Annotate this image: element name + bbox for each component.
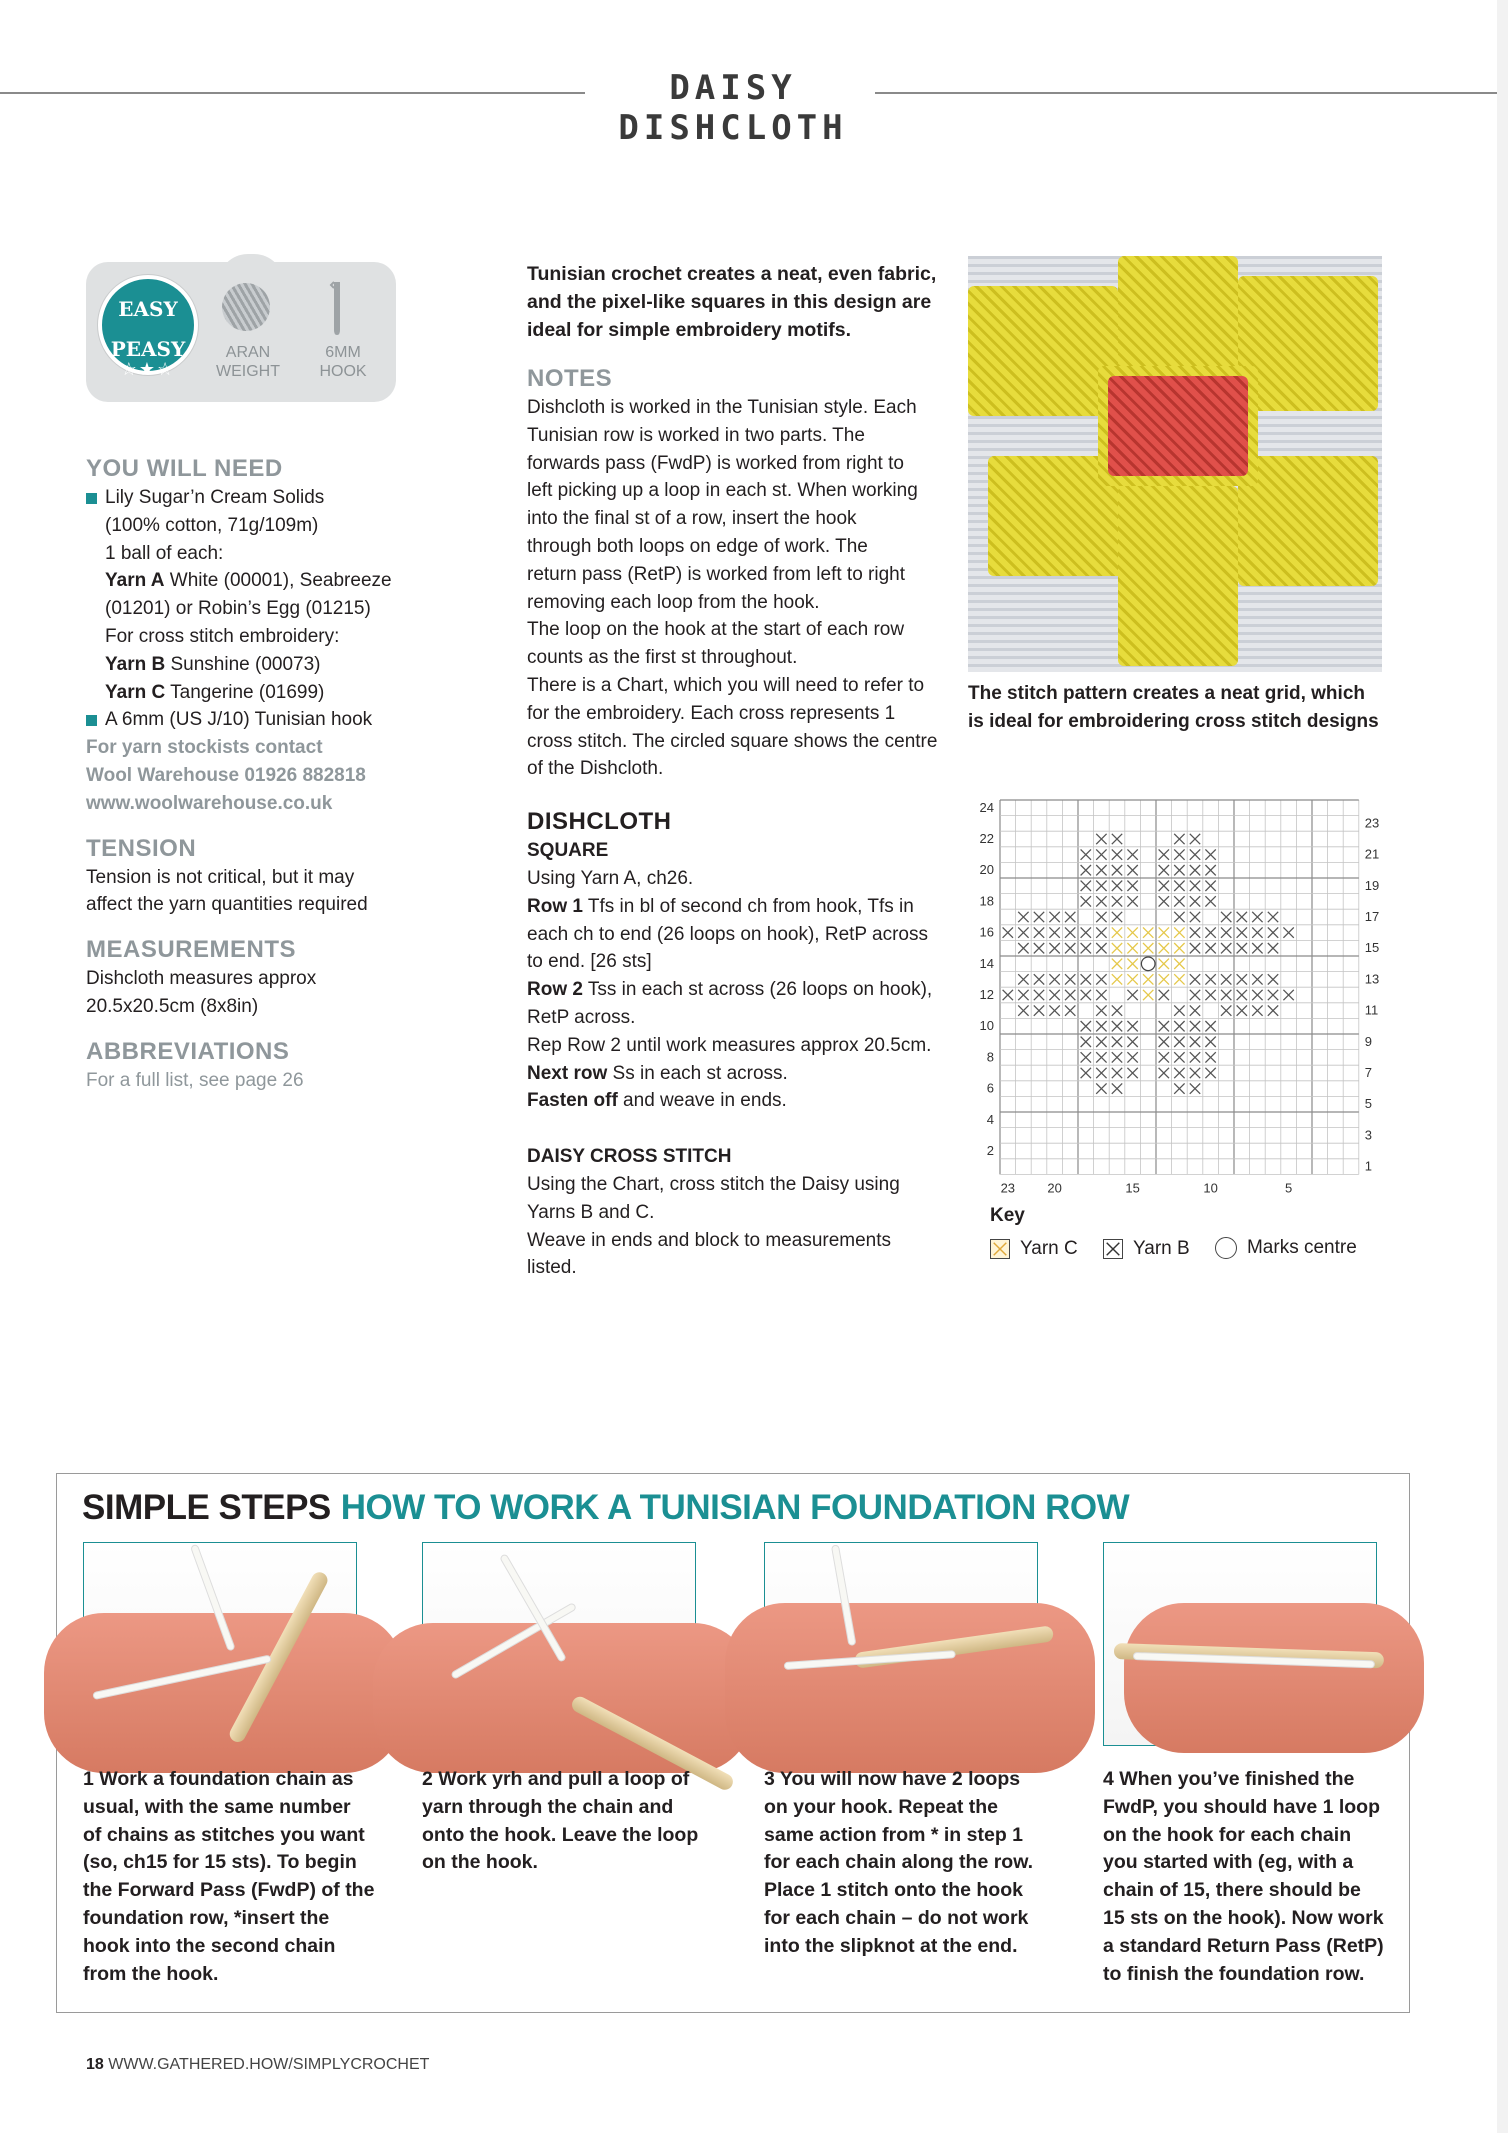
yarn-b-cross [1190,1037,1200,1047]
yarn-b-cross [1221,1005,1231,1015]
yarn-b-cross [1174,849,1184,859]
stockist-phone: Wool Warehouse 01926 882818 [86,764,366,786]
page-footer [86,2056,429,2074]
row-label-left: 24 [979,799,994,815]
yarn-b-cross [1049,990,1059,1000]
yarn-b-cross [1096,1037,1106,1047]
yarn-b-cross [1159,1068,1169,1078]
yarn-b-cross [1174,834,1184,844]
yarn-b-cross [1096,881,1106,891]
yarn-b-cross [1081,1021,1091,1031]
petal [1118,256,1238,376]
yarn-b-cross [1205,1021,1215,1031]
row-label-right: 7 [1364,1065,1373,1080]
petal [1238,276,1378,411]
yarn-b-cross [1174,1005,1184,1015]
yarn-b-cross [1112,1083,1122,1093]
key-title: Key [990,1205,1025,1226]
yarn-c-cross [1143,943,1153,953]
yarn-b-cross [1174,1083,1184,1093]
yarn-b-cross [1096,1005,1106,1015]
instruction-text: Using Yarn A, ch26. [527,867,694,889]
yarn-b-cross [1268,974,1278,984]
yarn-b-cross [1096,849,1106,859]
row-label-right: 9 [1364,1033,1373,1049]
centre-marker [1141,957,1155,971]
row-label-right: 3 [1364,1127,1373,1143]
yarn-b-cross [1127,865,1137,875]
yarn-b-cross [1065,990,1075,1000]
yarn-b-cross [1174,1037,1184,1047]
yarn-b-cross [1237,990,1247,1000]
row-label-right: 19 [1364,877,1380,893]
yarn-b-cross [1174,865,1184,875]
next-row: Next row Ss in each st across. [527,1062,788,1084]
yarn-b-cross [1252,927,1262,937]
yarn-b-cross [1268,927,1278,937]
yarn-b-cross [1190,927,1200,937]
yarn-b-cross [1190,990,1200,1000]
yarn-b-cross [1174,1021,1184,1031]
step-1-photo [83,1542,357,1746]
measurements-text: Dishcloth measures approx [86,968,317,990]
yarn-c-cross [1174,959,1184,969]
row-label-left: 10 [979,1018,994,1034]
yarn-b-cross [1268,912,1278,922]
yarn-b-cross [1049,912,1059,922]
yarn-b-cross [1034,927,1044,937]
yarn-b-cross [1081,896,1091,906]
yarn-b-cross [1252,912,1262,922]
yarn-b-cross [1205,896,1215,906]
yarn-b-cross [1018,1005,1028,1015]
yarn-b-cross [1081,974,1091,984]
yarn-b-cross [1096,974,1106,984]
yarn-b-cross [1252,943,1262,953]
row-label-left: 8 [986,1049,994,1065]
yarn-b-cross [1112,881,1122,891]
yarn-b-cross [1112,896,1122,906]
yarn-b-cross [1112,1037,1122,1047]
yarn-b-cross [1096,943,1106,953]
row-label-right: 17 [1364,909,1380,924]
list-text: For cross stitch embroidery: [105,625,340,647]
yarn-b-cross [1081,1052,1091,1062]
row-label-right: 21 [1364,846,1380,862]
yarn-b-cross [1237,912,1247,922]
yarn-b-cross [1112,849,1122,859]
yarn-b-cross [1065,1005,1075,1015]
daisy-photo [968,256,1382,672]
yarn-b-cross [1127,881,1137,891]
yarn-b-cross [1018,990,1028,1000]
yarn-b-cross-icon [1103,1239,1123,1259]
stockist-link[interactable]: www.woolwarehouse.co.uk [86,792,333,814]
yarn-b-cross [1081,990,1091,1000]
yarn-c-cross [1143,990,1153,1000]
hand [373,1623,753,1773]
list-text: (100% cotton, 71g/109m) [105,514,319,536]
yarn-b-cross [1252,1005,1262,1015]
yarn-b-cross [1159,881,1169,891]
yarn-b-cross [1127,1021,1137,1031]
yarn-b-cross [1221,974,1231,984]
yarn-b-cross [1096,1052,1106,1062]
yarn-b-cross [1081,1068,1091,1078]
yarn-c-cross [1127,927,1137,937]
daisy-heading: DAISY CROSS STITCH [527,1146,732,1168]
instruction-text: Rep Row 2 until work measures approx 20.5cm. [527,1034,932,1056]
row-label-right: 15 [1364,940,1380,956]
yarn-c: Yarn C Tangerine (01699) [105,681,325,703]
yarn-b-cross [1049,1005,1059,1015]
yarn-b-cross [1049,927,1059,937]
yarn-b-cross [1096,1021,1106,1031]
yarn-b-cross [1190,1052,1200,1062]
yarn-b-cross [1283,927,1293,937]
yarn-c-cross [1159,959,1169,969]
col-label: 15 [1125,1180,1140,1196]
yarn-b-cross [1221,990,1231,1000]
instruction-text: Weave in ends and block to measurements [527,1229,892,1251]
yarn-b-cross [1096,865,1106,875]
row-label-right: 23 [1364,815,1380,831]
step-4-photo [1103,1542,1377,1746]
yarn-b-cross [1190,974,1200,984]
list-text: (01201) or Robin’s Egg (01215) [105,598,371,620]
intro-text: and the pixel-like squares in this design are [527,291,932,313]
yarn-b-cross [1096,896,1106,906]
col-label: 20 [1047,1180,1062,1196]
yarn-b-cross [1112,865,1122,875]
cross-stitch-chart [960,780,1380,1196]
abbreviations-heading: ABBREVIATIONS [86,1037,290,1065]
petal [1238,456,1378,586]
step-3-photo [764,1542,1038,1746]
yarn-b-cross [1081,865,1091,875]
footer-url[interactable]: WWW.GATHERED.HOW/SIMPLYCROCHET [103,2056,430,2073]
yarn-b-cross [1018,927,1028,937]
yarn-b-cross [1112,912,1122,922]
col-label: 23 [1000,1180,1016,1196]
yarn-b-cross [1190,834,1200,844]
yarn-b: Yarn B Sunshine (00073) [105,653,321,675]
petal [968,286,1118,416]
yarn-b-cross [1081,849,1091,859]
step-2-text: 2 Work yrh and pull a loop of yarn through the chain and onto the hook. Leave the loop on the hook. [422,1768,699,1874]
tension-heading: TENSION [86,834,197,862]
yarn-b-cross [1205,943,1215,953]
yarn-c-cross [1127,959,1137,969]
row-label-right: 11 [1364,1002,1379,1018]
yarn-b-cross [1034,1005,1044,1015]
row-label-left: 20 [979,862,994,878]
yarn-c-cross [1127,943,1137,953]
yarn-b-cross [1174,881,1184,891]
yarn-b-cross [1221,927,1231,937]
row-label-left: 12 [979,987,994,1002]
yarn-b-cross [1159,896,1169,906]
yarn-b-cross [1159,1021,1169,1031]
yarn-b-cross [1268,943,1278,953]
yarn-b-cross [1081,927,1091,937]
square-subheading: SQUARE [527,840,609,862]
yarn-b-cross [1096,1083,1106,1093]
yarn-b-cross [1049,974,1059,984]
tension-text: Tension is not critical, but it may [86,866,355,888]
yarn-b-cross [1221,943,1231,953]
yarn-b-cross [1205,1037,1215,1047]
row-label-left: 6 [986,1080,994,1096]
yarn-c-cross [1143,974,1153,984]
step-2-photo [422,1542,696,1746]
measurements-heading: MEASUREMENTS [86,936,297,964]
yarn-c-cross [1174,943,1184,953]
yarn-b-cross [1096,912,1106,922]
yarn-b-cross [1190,1021,1200,1031]
hand [1124,1603,1424,1753]
yarn-b-cross [1096,834,1106,844]
yarn-b-cross [1174,912,1184,922]
yarn-b-cross [1190,912,1200,922]
row-1: Row 1 Tfs in bl of second ch from hook, Tfs in [527,895,914,917]
circle-icon [1215,1237,1237,1259]
yarn-b-cross [1159,1037,1169,1047]
intro-text: ideal for simple embroidery motifs. [527,319,851,341]
yarn-b-cross [1252,990,1262,1000]
yarn-c-cross [1159,974,1169,984]
yarn-b-cross [1034,974,1044,984]
intro-text: Tunisian crochet creates a neat, even fabric, [527,263,937,285]
fasten-off: Fasten off and weave in ends. [527,1090,787,1112]
yarn-b-cross [1018,943,1028,953]
yarn-b-cross [1127,1037,1137,1047]
row-2: Row 2 Tss in each st across (26 loops on hook), [527,979,933,1001]
yarn-c-cross [1174,927,1184,937]
col-label: 5 [1284,1180,1293,1196]
yarn-b-cross [1268,1005,1278,1015]
yarn-b-cross [1205,974,1215,984]
yarn-b-cross [1237,1005,1247,1015]
step-3-text: 3 You will now have 2 loops on your hook. Repeat the same action from * in step 1 for each chain along the row. Place 1 stitch onto the hook for each chain – do not work into the slipknot at the end. [764,1768,1034,1957]
yarn-b-cross [1112,1021,1122,1031]
steps-title: SIMPLE STEPS HOW TO WORK A TUNISIAN FOUNDATION ROW [82,1488,1130,1527]
left-column [86,454,426,1095]
yarn-b-cross [1190,865,1200,875]
yarn-b-cross [1205,865,1215,875]
yarn-b-cross [1205,927,1215,937]
bullet-square-icon [86,715,97,726]
flower-centre [1108,376,1248,476]
yarn-b-cross [1081,881,1091,891]
yarn-c-cross [1112,974,1122,984]
notes-heading: NOTES [527,365,613,392]
instruction-text: Using the Chart, cross stitch the Daisy using [527,1173,900,1195]
yarn-b-cross [1065,912,1075,922]
yarn-b-cross [1096,927,1106,937]
weight-label: ARAN WEIGHT [216,344,280,380]
yarn-b-cross [1127,990,1137,1000]
yarn-b-cross [1065,943,1075,953]
yarn-b-cross [1003,990,1013,1000]
yarn-c-cross [1112,959,1122,969]
yarn-b-cross [1205,1068,1215,1078]
row-label-left: 22 [979,831,994,846]
yarn-b-cross [1190,1068,1200,1078]
yarn-b-cross [1205,849,1215,859]
yarn-c-cross [1127,974,1137,984]
row-label-right: 1 [1364,1158,1373,1174]
page-title: DAISY DISHCLOTH [618,68,848,148]
yarn-b-cross [1081,943,1091,953]
yarn-b-cross [1112,1068,1122,1078]
yarn-c-cross [1143,927,1153,937]
tension-text: affect the yarn quantities required [86,894,368,916]
header-rule-left [0,92,585,94]
row-label-left: 2 [986,1143,994,1158]
hook-label: 6MM HOOK [319,344,367,380]
yarn-b-cross [1159,1052,1169,1062]
instruction-text: each ch to end (26 loops on hook), RetP across [527,923,929,945]
key-centre: Marks centre [1215,1236,1357,1260]
yarn-b-cross [1096,990,1106,1000]
yarn-b-cross [1237,943,1247,953]
yarn-b-cross [1112,834,1122,844]
row-label-left: 16 [979,924,994,940]
step-1-text: 1 Work a foundation chain as usual, with the same number of chains as stitches you want (so, ch15 for 15 sts). To begin the Forward Pass (FwdP) of the foundation row, *insert the hook into the second chain from the hook. [83,1768,375,1985]
yarn-b-cross [1174,1052,1184,1062]
abbreviations-text: For a full list, see page 26 [86,1069,304,1091]
yarn-b-cross [1018,912,1028,922]
yarn-a: Yarn A White (00001), Seabreeze [105,570,392,592]
yarn-c-cross [1159,943,1169,953]
yarn-b-cross [1065,974,1075,984]
row-label-right: 5 [1364,1096,1373,1112]
photo-caption: The stitch pattern creates a neat grid, which is ideal for embroidering cross stitch designs [968,683,1379,732]
bullet-square-icon [86,493,97,504]
yarn-b-cross [1127,1052,1137,1062]
yarn-b-cross [1190,1083,1200,1093]
dishcloth-heading: DISHCLOTH [527,808,672,836]
yarn-b-cross [1034,943,1044,953]
yarn-b-cross [1205,881,1215,891]
yarn-c-cross [1112,943,1122,953]
list-item: Lily Sugar’n Cream Solids [86,484,426,512]
yarn-b-cross [1237,927,1247,937]
yarn-b-cross [1252,974,1262,984]
notes-body: Dishcloth is worked in the Tunisian style. Each Tunisian row is worked in two parts. The forwards pass (FwdP) is worked from right to left picking up a loop in each st. When working into the final st of a row, insert the hook through both loops on edge of work. The return pass (RetP) is worked from left to right removing each loop from the hook. The loop on the hook at the start of each row counts as the first st throughout. There is a Chart, which you will need to refer to for the embroidery. Each cross represents 1 cross stitch. The circled square shows the centre of the Dishcloth. [527,397,938,780]
step-4-text: 4 When you’ve finished the FwdP, you should have 1 loop on the hook for each chain you started with (eg, with a chain of 15, there should be 15 sts on the hook). Now work a standard Return Pass (RetP) to finish the foundation row. [1103,1768,1384,1985]
list-item: A 6mm (US J/10) Tunisian hook [86,706,426,734]
yarn-b-cross [1159,849,1169,859]
instruction-text: listed. [527,1257,577,1279]
middle-column [527,260,947,1282]
yarn-b-cross [1205,990,1215,1000]
yarn-b-cross [1112,1052,1122,1062]
col-label: 10 [1203,1180,1218,1196]
yarn-b-cross [1127,896,1137,906]
yarn-b-cross [1174,896,1184,906]
yarn-b-cross [1049,943,1059,953]
key-yarn-c: Yarn C [990,1237,1078,1261]
yarn-c-cross [1174,974,1184,984]
instruction-text: RetP across. [527,1006,636,1028]
yarn-b-cross [1065,927,1075,937]
yarn-ball-icon [222,283,270,331]
yarn-b-cross [1190,881,1200,891]
key-yarn-b: Yarn B [1103,1237,1190,1261]
yarn-b-cross [1018,974,1028,984]
yarn-b-cross [1190,849,1200,859]
yarn-b-cross [1190,896,1200,906]
easy-peasy-icon: EASY PEASY ☆★☆ [98,275,198,375]
stockist-text: For yarn stockists contact [86,737,323,759]
row-label-left: 18 [979,893,994,909]
instruction-text: Yarns B and C. [527,1201,655,1223]
yarn-c-cross-icon [990,1239,1010,1259]
yarn-b-cross [1159,990,1169,1000]
page-edge [1497,0,1508,2133]
yarn-b-cross [1003,927,1013,937]
yarn-b-cross [1081,1037,1091,1047]
yarn-b-cross [1221,912,1231,922]
header-rule-right [875,92,1497,94]
yarn-b-cross [1283,990,1293,1000]
row-label-right: 13 [1364,971,1380,987]
page-number: 18 [86,2056,104,2073]
list-text: 1 ball of each: [105,542,224,564]
yarn-b-cross [1112,1005,1122,1015]
yarn-b-cross [1190,943,1200,953]
row-label-left: 14 [979,955,994,971]
yarn-b-cross [1127,849,1137,859]
yarn-c-cross [1112,927,1122,937]
yarn-b-cross [1190,1005,1200,1015]
yarn-b-cross [1127,1068,1137,1078]
yarn-b-cross [1268,990,1278,1000]
yarn-b-cross [1174,1068,1184,1078]
yarn-b-cross [1034,990,1044,1000]
chart-key [990,1236,1377,1266]
yarn-c-cross [1159,927,1169,937]
petal [1118,486,1238,666]
yarn-b-cross [1237,974,1247,984]
yarn-b-cross [1034,912,1044,922]
you-will-need-heading: YOU WILL NEED [86,455,283,482]
instruction-text: to end. [26 sts] [527,951,652,973]
row-label-left: 4 [986,1111,994,1127]
yarn-b-cross [1205,1052,1215,1062]
yarn-b-cross [1096,1068,1106,1078]
crochet-hook-icon [328,280,346,336]
measurements-text: 20.5x20.5cm (8x8in) [86,995,259,1017]
yarn-b-cross [1159,865,1169,875]
